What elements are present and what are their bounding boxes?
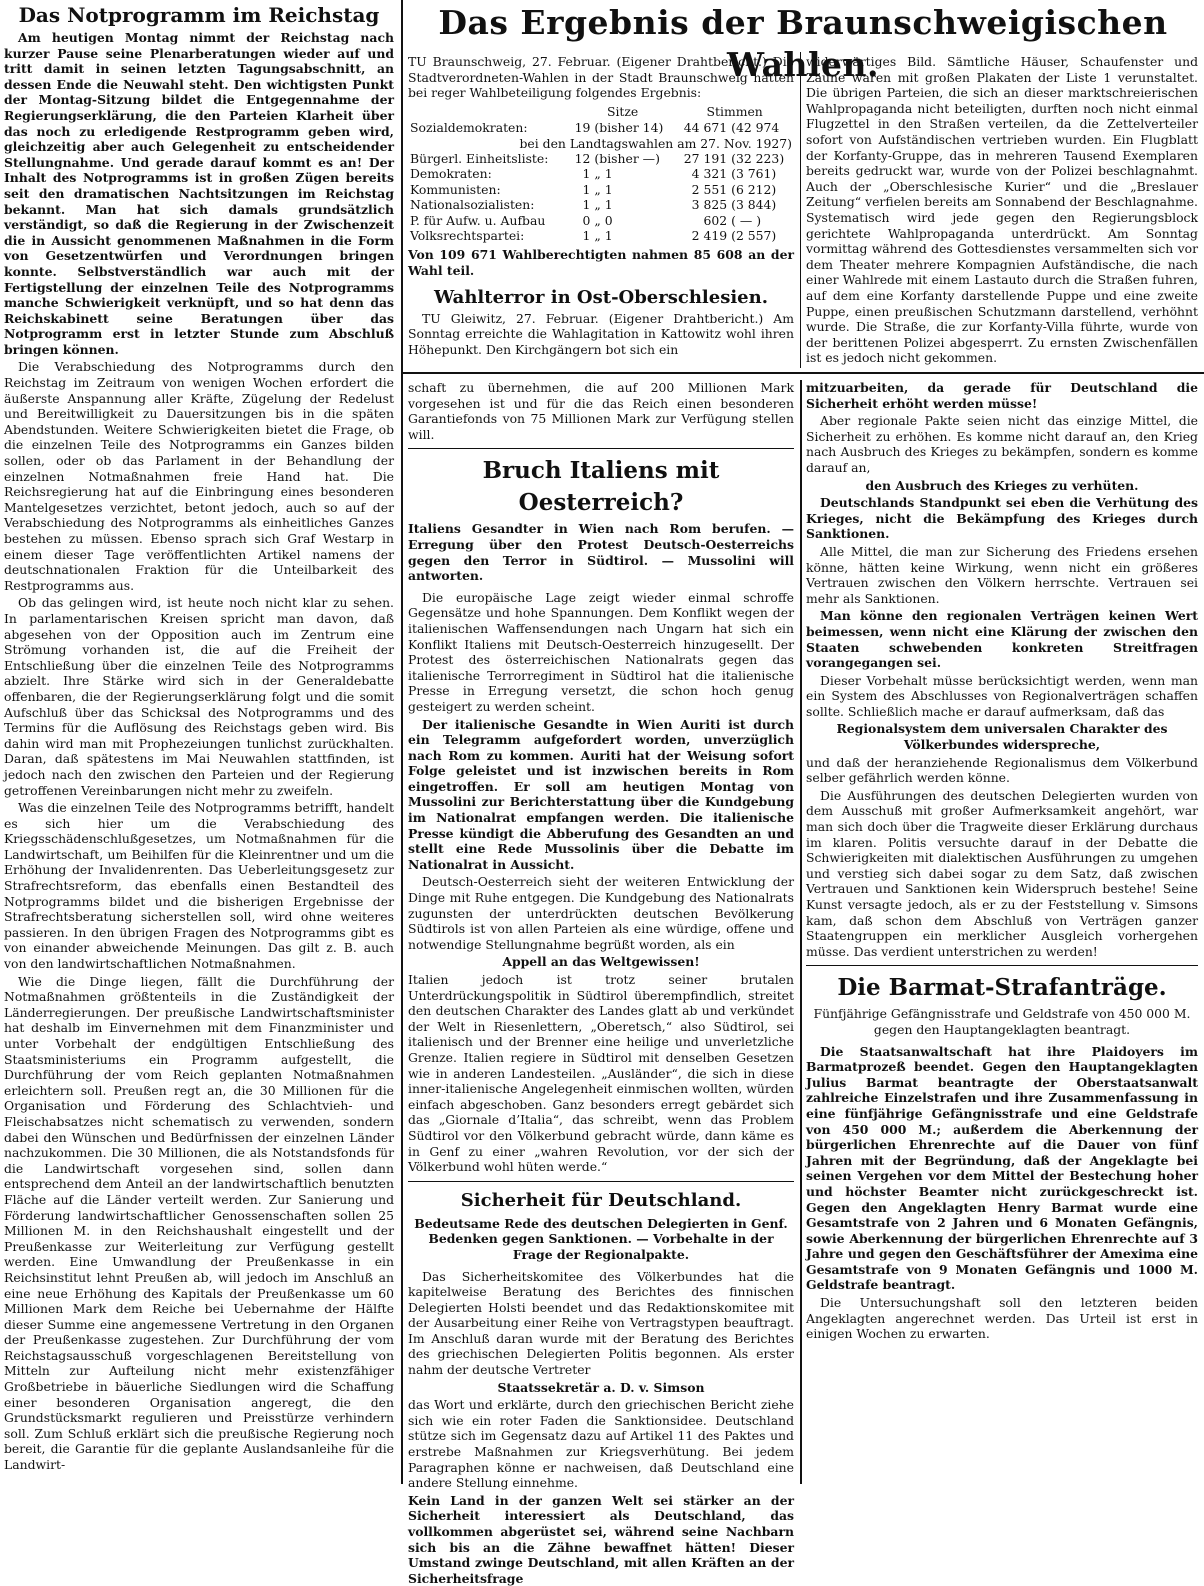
right-column [806, 380, 1198, 1484]
italien-paragraph: Italien jedoch ist trotz seiner brutalen Unterdrückungspolitik in Südtirol überempfindlich, streitet den deutschen Charakter des Landes glatt ab und verkündet der Welt in Riesenlettern, „Oberetsch,“ also Südtirol, sei italienisch und der Brenner eine heilige und unverletzliche Grenze. Italien regiere in Südtirol mit denselben Gesetzen wie in anderen Landesteilen. „Ausländer“, die sich in diese inner-italienische Angelegenheit einmischen wollten, würden einfach abgeschoben. Ganz besonders erregt gebärdet sich das „Giornale d’Italia“, das schreibt, wenn das Problem Südtirol vor den Völkerbund gebracht würde, dann käme es in Genf zu einer „wahren Revolution, vor der sich der Völkerbund wohl hüten werde.“ [408, 972, 794, 1175]
wahlen-headline: Das Ergebnis der Braunschweigischen Wahlen. [438, 3, 1168, 84]
col-sitze: Sitze [606, 103, 639, 119]
section-rule [401, 372, 1204, 374]
simson-line: Staatssekretär a. D. v. Simson [497, 1379, 705, 1395]
sicher-headline: Sicherheit für Deutschland. [460, 1189, 742, 1211]
sicher-paragraph: das Wort und erklärte, durch den griechischen Bericht ziehe sich wie ein roter Faden die Sanktionsidee. Deutschland stütze sich im Gegensatz dazu auf Artikel 11 des Paktes und erstrebe Maßnahmen zur Kriegsverhütung. Bei jedem Paragraphen könne er nachweisen, daß Deutschland eine andere Stellung einnehme. [408, 1397, 794, 1491]
barmat-paragraph: Die Staatsanwaltschaft hat ihre Plaidoyers im Barmatprozeß beendet. Gegen den Hauptangeklagten Julius Barmat beantragte der Oberstaatsanwalt zahlreiche Einzelstrafen und ihre Zusammenfassung in eine fünfjährige Gefängnisstrafe und eine Geldstrafe von 450 000 M.; außerdem die Aberkennung der bürgerlichen Ehrenrechte auf die Dauer von fünf Jahren mit der Begründung, daß der Angeklagte bei seinen Vergehen vor dem Mittel der Bestechung hoher und höchster Beamter nicht zurückgeschreckt ist. Gegen den Angeklagten Henry Barmat wurde eine Gesamtstrafe von 2 Jahren und 6 Monaten Gefängnis, sowie Aberkennung der bürgerlichen Ehrenrechte auf 3 Jahre und gegen den Geschäftsführer der Amexima eine Gesamtstrafe von 9 Monaten Gefängnis und 1000 M. Geldstrafe beantragt. [806, 1043, 1198, 1293]
italien-headline: Bruch Italiens mit Oesterreich? [482, 457, 720, 517]
divider [408, 448, 794, 449]
sicher-paragraph: Das Sicherheitskomitee des Völkerbundes hat die kapitelweise Beratung des Berichtes des finnischen Delegierten Holsti beendet und das Redaktionskomitee mit der Ausarbeitung einer Reihe von Vertragstypen beauftragt. Im Anschluß daran wurde mit der Beratung des Berichtes des griechischen Delegierten Politis begonnen. Als erster nahm der deutsche Vertreter [408, 1268, 794, 1378]
italien-paragraph: Die europäische Lage zeigt wieder einmal schroffe Gegensätze und hohe Spannungen. Dem Konflikt wegen der italienischen Waffensendungen nach Ungarn hat sich ein Konflikt Italiens mit Deutsch-Oesterreich hinzugesellt. Der Protest des österreichischen Nationalrats gegen das italienische Terrorregiment in Südtirol hat die italienische Presse in Erregung versetzt, die schon hoch genug gesteigert zu werden scheint. [408, 589, 794, 714]
divider [408, 1181, 794, 1182]
sicher-paragraph: Die Ausführungen des deutschen Delegierten wurden von dem Ausschuß mit großer Aufmerksamkeit angehört, war man sich doch über die Tragweite dieser Erklärung durchaus im klaren. Politis versuchte darauf in der Debatte die Schwierigkeiten mit dialektischen Ausführungen zu umgehen und verstieg sich dabei sogar zu dem Satz, daß zwischen Vertrauen und Sanktionen kein Widerspruch bestehe! Seine Kunst versagte jedoch, als er zu der Feststellung v. Simsons kam, daß schon dem Abschluß von Verträgen ganzer Staatengruppen ein merklicher Ausgleich vorhergehen müsse. Das verdient unterstrichen zu werden! [806, 787, 1198, 959]
barmat-paragraph: Die Untersuchungshaft soll den letzteren beiden Angeklagten angerechnet werden. Das Urteil ist erst in einigen Wochen zu erwarten. [806, 1295, 1198, 1342]
col-stimmen: Stimmen [706, 103, 763, 119]
left-paragraph: Was die einzelnen Teile des Notprogramms betrifft, handelt es sich hier um die Verabschiedung des Kriegsschädenschlußgesetzes, um Notmaßnahmen für die Landwirtschaft, um Beihilfen für die Kleinrentner und um die Erhöhung der Invalidenrenten. Das Ueberleitungsgesetz zur Strafrechtsreform, das ebenfalls einen Bestandteil des Notprogramms bildet und die bisherigen Ergebnisse der Strafrechtsberatung sicherstellen soll, wird ohne weiteres passieren. In den übrigen Fragen des Notprogramms gibt es von einander abweichende Meinungen. Das gilt z. B. auch von den landwirtschaftlichen Notmaßnahmen. [4, 800, 394, 972]
left-headline: Das Notprogramm im Reichstag [18, 3, 380, 27]
sicher-paragraph: Dieser Vorbehalt müsse berücksichtigt werden, wenn man ein System des Abschlusses von Regionalverträgen schaffen sollte. Schließlich mache er darauf aufmerksam, daß das [806, 672, 1198, 719]
left-paragraph: Wie die Dinge liegen, fällt die Durchführung der Notmaßnahmen größtenteils in die Zuständigkeit der Länderregierungen. Der preußische Landwirtschaftsminister hat deshalb im Einvernehmen mit dem Finanzminister und unter Vorbehalt der endgültigen Entschließung des Staatsministeriums ein Programm aufgestellt, die Durchführung der vom Reich geplanten Notmaßnahmen erleichtern soll. Preußen regt an, die 30 Millionen für die Organisation und Förderung des Schlachtvieh- und Fleischabsatzes nicht schematisch zu verwenden, sondern dabei den Wünschen und Bedürfnissen der einzelnen Länder nachzukommen. Die 30 Millionen, die als Notstandsfonds für die Landwirtschaft vorgesehen sind, sollen dann entsprechend dem Anteil an der landwirtschaftlich benutzten Fläche auf die Länder verteilt werden. Zur Sanierung und Förderung landwirtschaftlicher Genossenschaften sollen 25 Millionen M. in den Reichshaushalt eingestellt und der Preußenkasse zur Weiterleitung zur Verfügung gestellt werden. Eine Umwandlung der Preußenkasse in ein Reichsinstitut lehnt Preußen ab, will jedoch im Anschluß an eine neue Erhöhung des Kapitals der Preußenkasse um 60 Millionen Mark dem Reiche bei Uebernahme der Hälfte dieser Summe eine angemessene Vertretung in den Organen der Preußenkasse zugestehen. Zur Durchführung der vom Reichstagsausschuß vorgeschlagenen Bereitstellung von Mitteln zur Aufteilung nicht mehr existenzfähiger Großbetriebe in bäuerliche Siedlungen wird die Schaffung einer besonderen Organisation angeregt, die den Grundstücksmarkt regulieren und Preisstürze verhindern soll. Zum Schluß erklärt sich die preußische Regierung noch bereit, die Garantie für die geplante Auslandsanleihe für die Landwirt- [4, 973, 394, 1473]
sicher-paragraph-bold: Kein Land in der ganzen Welt sei stärker an der Sicherheit interessiert als Deutschland, das vollkommen abgerüstet sei, während seine Nachbarn sich bis an die Zähne bewaffnet hätten! Dieser Umstand zwinge Deutschland, mit allen Kräften an der Sicherheitsfrage [408, 1492, 794, 1586]
table-row: Kommunisten: 1 „ 1 2 551 (6 212) [410, 181, 777, 197]
terror-paragraph: widerwärtiges Bild. Sämtliche Häuser, Schaufenster und Zäune waren mit großen Plakaten der Liste 1 verunstaltet. Die übrigen Parteien, die sich an dieser marktschreierischen Wahlpropaganda nicht beteiligten, durften noch nicht einmal Flugzettel in den Straßen verteilen, da die Zettelverteiler sofort von Aufständischen vertrieben wurden. Ein Flugblatt der Korfanty-Gruppe, das in mehreren Tausend Exemplaren bereits gedruckt war, wurde von der Polizei beschlagnahmt. Auch der „Oberschlesische Kurier“ und die „Breslauer Zeitung“ verfielen bereits am Sonnabend der Beschlagnahme. Systematisch wird jede gegen den Regierungsblock gerichtete Wahlpropaganda unterdrückt. Am Sonntag vormittag während des Gottesdienstes versammelten sich vor dem Theater mehrere Kompagnien Aufständische, die nach einer Wahlrede mit einem Lastauto durch die Straßen fuhren, auf dem eine Korfanty darstellende Puppe und eine zweite Puppe, einen preußischen Schutzmann darstellend, verhöhnt wurde. Die Straße, die zur Korfanty-Villa führte, wurde von der berittenen Polizei abgesperrt. Zu ernsten Zwischenfällen ist es jedoch nicht gekommen. [806, 54, 1198, 366]
italien-paragraph: Deutsch-Oesterreich sieht der weiteren Entwicklung der Dinge mit Ruhe entgegen. Die Kundgebung des Nationalrats zugunsten der unterdrückten deutschen Bevölkerung Südtirols ist von allen Parteien als eine würdige, offene und notwendige Stellungnahme begrüßt worden, als ein [408, 874, 794, 952]
table-row: Volksrechtspartei: 1 „ 1 2 419 (2 557) [410, 228, 777, 244]
appell-line: Appell an das Weltgewissen! [502, 954, 700, 970]
barmat-headline: Die Barmat-Strafanträge. [837, 974, 1167, 1002]
bold-paragraph: Man könne den regionalen Verträgen keinen Wert beimessen, wenn nicht eine Klärung der zwischen den Staaten schwebenden konkreten Streitfragen vorangegangen sei. [806, 608, 1198, 671]
sicher-deck: Bedeutsame Rede des deutschen Delegierten in Genf. Bedenken gegen Sanktionen. — Vorbehalte in der Frage der Regionalpakte. [414, 1215, 788, 1262]
barmat-deck: Fünfjährige Gefängnisstrafe und Geldstrafe von 450 000 M. gegen den Hauptangeklagten beantragt. [813, 1006, 1191, 1037]
bold-center-line: den Ausbruch des Krieges zu verhüten. [865, 477, 1139, 493]
left-paragraph: Ob das gelingen wird, ist heute noch nicht klar zu sehen. In parlamentarischen Kreisen spricht man davon, daß abgesehen von der Opposition auch im Zentrum eine Strömung vorhanden ist, die auf die Freiheit der Entschließung über die einzelnen Teile des Notprogramms abzielt. Ihre Stärke wird sich in der Generaldebatte offenbaren, die der Regierungserklärung folgt und die somit Aufschluß über das Schicksal des Notprogramms und des Termins für die Auflösung des Reichstags geben wird. Bis dahin wird man mit Prophezeiungen tunlichst zurückhalten. Daran, daß spätestens im Mai Neuwahlen stattfinden, ist jedoch nach den zwischen den Parteien und der Regierung getroffenen Vereinbarungen nicht mehr zu zweifeln. [4, 595, 394, 798]
terror-paragraph: TU Gleiwitz, 27. Februar. (Eigener Drahtbericht.) Am Sonntag erreichte die Wahlagitation in Kattowitz wohl ihren Höhepunkt. Den Kirchgängern bot sich ein [408, 310, 794, 357]
left-column [4, 0, 394, 1484]
sicher-paragraph: Aber regionale Pakte seien nicht das einzige Mittel, die Sicherheit zu erhöhen. Es komme nicht darauf an, den Krieg nach Ausbruch des Krieges zu bekämpfen, sondern es komme darauf an, [806, 413, 1198, 475]
wahlen-footer: Von 109 671 Wahlberechtigten nahmen 85 608 an der Wahl teil. [408, 247, 794, 279]
wahlen-article [408, 54, 794, 370]
column-rule-right [800, 380, 802, 1484]
continuation-text: mitzuarbeiten, da gerade für Deutschland die Sicherheit erhöht werden müsse! [806, 380, 1198, 411]
table-row: Demokraten: 1 „ 1 4 321 (3 761) [410, 166, 777, 182]
continuation-text: schaft zu übernehmen, die auf 200 Millionen Mark vorgesehen ist und für die das Reich einen besonderen Garantiefonds von 75 Millionen Mark zur Verfügung stellen will. [408, 380, 794, 442]
left-paragraph: Die Verabschiedung des Notprogramms durch den Reichstag im Zeitraum von wenigen Wochen erfordert die äußerste Anspannung aller Kräfte, Zügelung der Redelust und Bereitwilligkeit zu Dauersitzungen bis in die späten Abendstunden. Weitere Schwierigkeiten bietet die Frage, ob die einzelnen Teile des Notprogramms ein Ganzes bilden sollen, oder ob das Parlament in der Behandlung der einzelnen Notmaßnahmen freie Hand hat. Die Reichsregierung hat auf die Einbringung eines besonderen Mantelgesetzes verzichtet, betont jedoch, auch so auf der Verabschiedung des Notprogramms als einheitliches Ganzes bestehen zu müssen. Ebenso sprach sich Graf Westarp in einem dieser Tage veröffentlichten Artikel namens der deutschnationalen Fraktion für die Unteilbarkeit des Restprogramms aus. [4, 359, 394, 593]
left-paragraph: Am heutigen Montag nimmt der Reichstag nach kurzer Pause seine Plenarberatungen wieder auf und tritt damit in seinen letzten Tagungsabschnitt, an dessen Ende die Neuwahl steht. Den wichtigsten Punkt der Montag-Sitzung bildet die Entgegennahme der Regierungserklärung, die den Parteien Klarheit über das noch zu erledigende Restprogramm geben wird, gleichzeitig aber auch Gelegenheit zu entscheidender Stellungnahme. Und gerade darauf kommt es an! Der Inhalt des Notprogramms ist in großen Zügen bereits seit den dramatischen Nachtsitzungen im Reichstag bekannt. Man hat sich damals grundsätzlich verständigt, so daß die Regierung in der Zwischenzeit die in Aussicht genommenen Maßnahmen in die Form von Gesetzentwürfen und Verordnungen bringen konnte. Selbstverständlich war auch mit der Fertigstellung der einzelnen Teile des Notprogramms manche Schwierigkeit verknüpft, und so hat denn das Reichskabinett seine Beratungen über das Notprogramm erst in letzter Stunde zum Abschluß bringen können. [4, 30, 394, 357]
divider [806, 965, 1198, 966]
wahlen-intro: TU Braunschweig, 27. Februar. (Eigener Drahtbericht.) Die Stadtverordneten-Wahlen in der Stadt Braunschweig hatten bei reger Wahlbeteiligung folgendes Ergebnis: [408, 54, 794, 101]
bold-paragraph: Deutschlands Standpunkt sei eben die Verhütung des Krieges, nicht die Bekämpfung des Krieges durch Sanktionen. [806, 495, 1198, 542]
column-rule-left [401, 0, 403, 1484]
table-row: bei den Landtagswahlen am 27. Nov. 1927) [519, 135, 792, 151]
italien-deck: Italiens Gesandter in Wien nach Rom berufen. — Erregung über den Protest Deutsch-Oesterreichs gegen den Terror in Südtirol. — Mussolini will antworten. [408, 521, 794, 584]
table-row: Nationalsozialisten: 1 „ 1 3 825 (3 844) [410, 197, 777, 213]
table-row: Bürgerl. Einheitsliste: 12 (bisher —) 27 191 (32 223) [410, 151, 785, 166]
table-row: P. für Aufw. u. Aufbau 0 „ 0 602 ( — ) [410, 212, 762, 228]
sicher-paragraph: und daß der heranziehende Regionalismus dem Völkerbund selber gefährlich werden könne. [806, 754, 1198, 786]
italien-paragraph-bold: Der italienische Gesandte in Wien Auriti ist durch ein Telegramm aufgefordert worden, unverzüglich nach Rom zu kommen. Auriti hat der Weisung sofort Folge geleistet und ist inzwischen bereits in Rom eingetroffen. Er soll am heutigen Montag von Mussolini zur Berichterstattung über die Kundgebung im Nationalrat empfangen werden. Die italienische Presse kündigt die Abberufung des Gesandten an und stellt eine Rede Mussolinis über die Debatte im Nationalrat in Aussicht. [408, 716, 794, 872]
wahlen-results-table [408, 103, 794, 244]
middle-column [408, 380, 794, 1586]
terror-headline: Wahlterror in Ost-Oberschlesien. [434, 286, 768, 308]
bold-center-line: Regionalsystem dem universalen Charakter des Völkerbundes widerspreche, [836, 721, 1168, 753]
column-rule-top [800, 52, 801, 368]
terror-article-cont [806, 54, 1198, 370]
table-row: Sozialdemokraten: 19 (bisher 14) 44 671 (42 974 [410, 120, 780, 136]
sicher-paragraph: Alle Mittel, die man zur Sicherung des Friedens ersehen könne, hätten keine Wirkung, wenn nicht ein größeres Vertrauen zwischen den Völkern herrschte. Vertrauen sei mehr als Sanktionen. [806, 543, 1198, 606]
